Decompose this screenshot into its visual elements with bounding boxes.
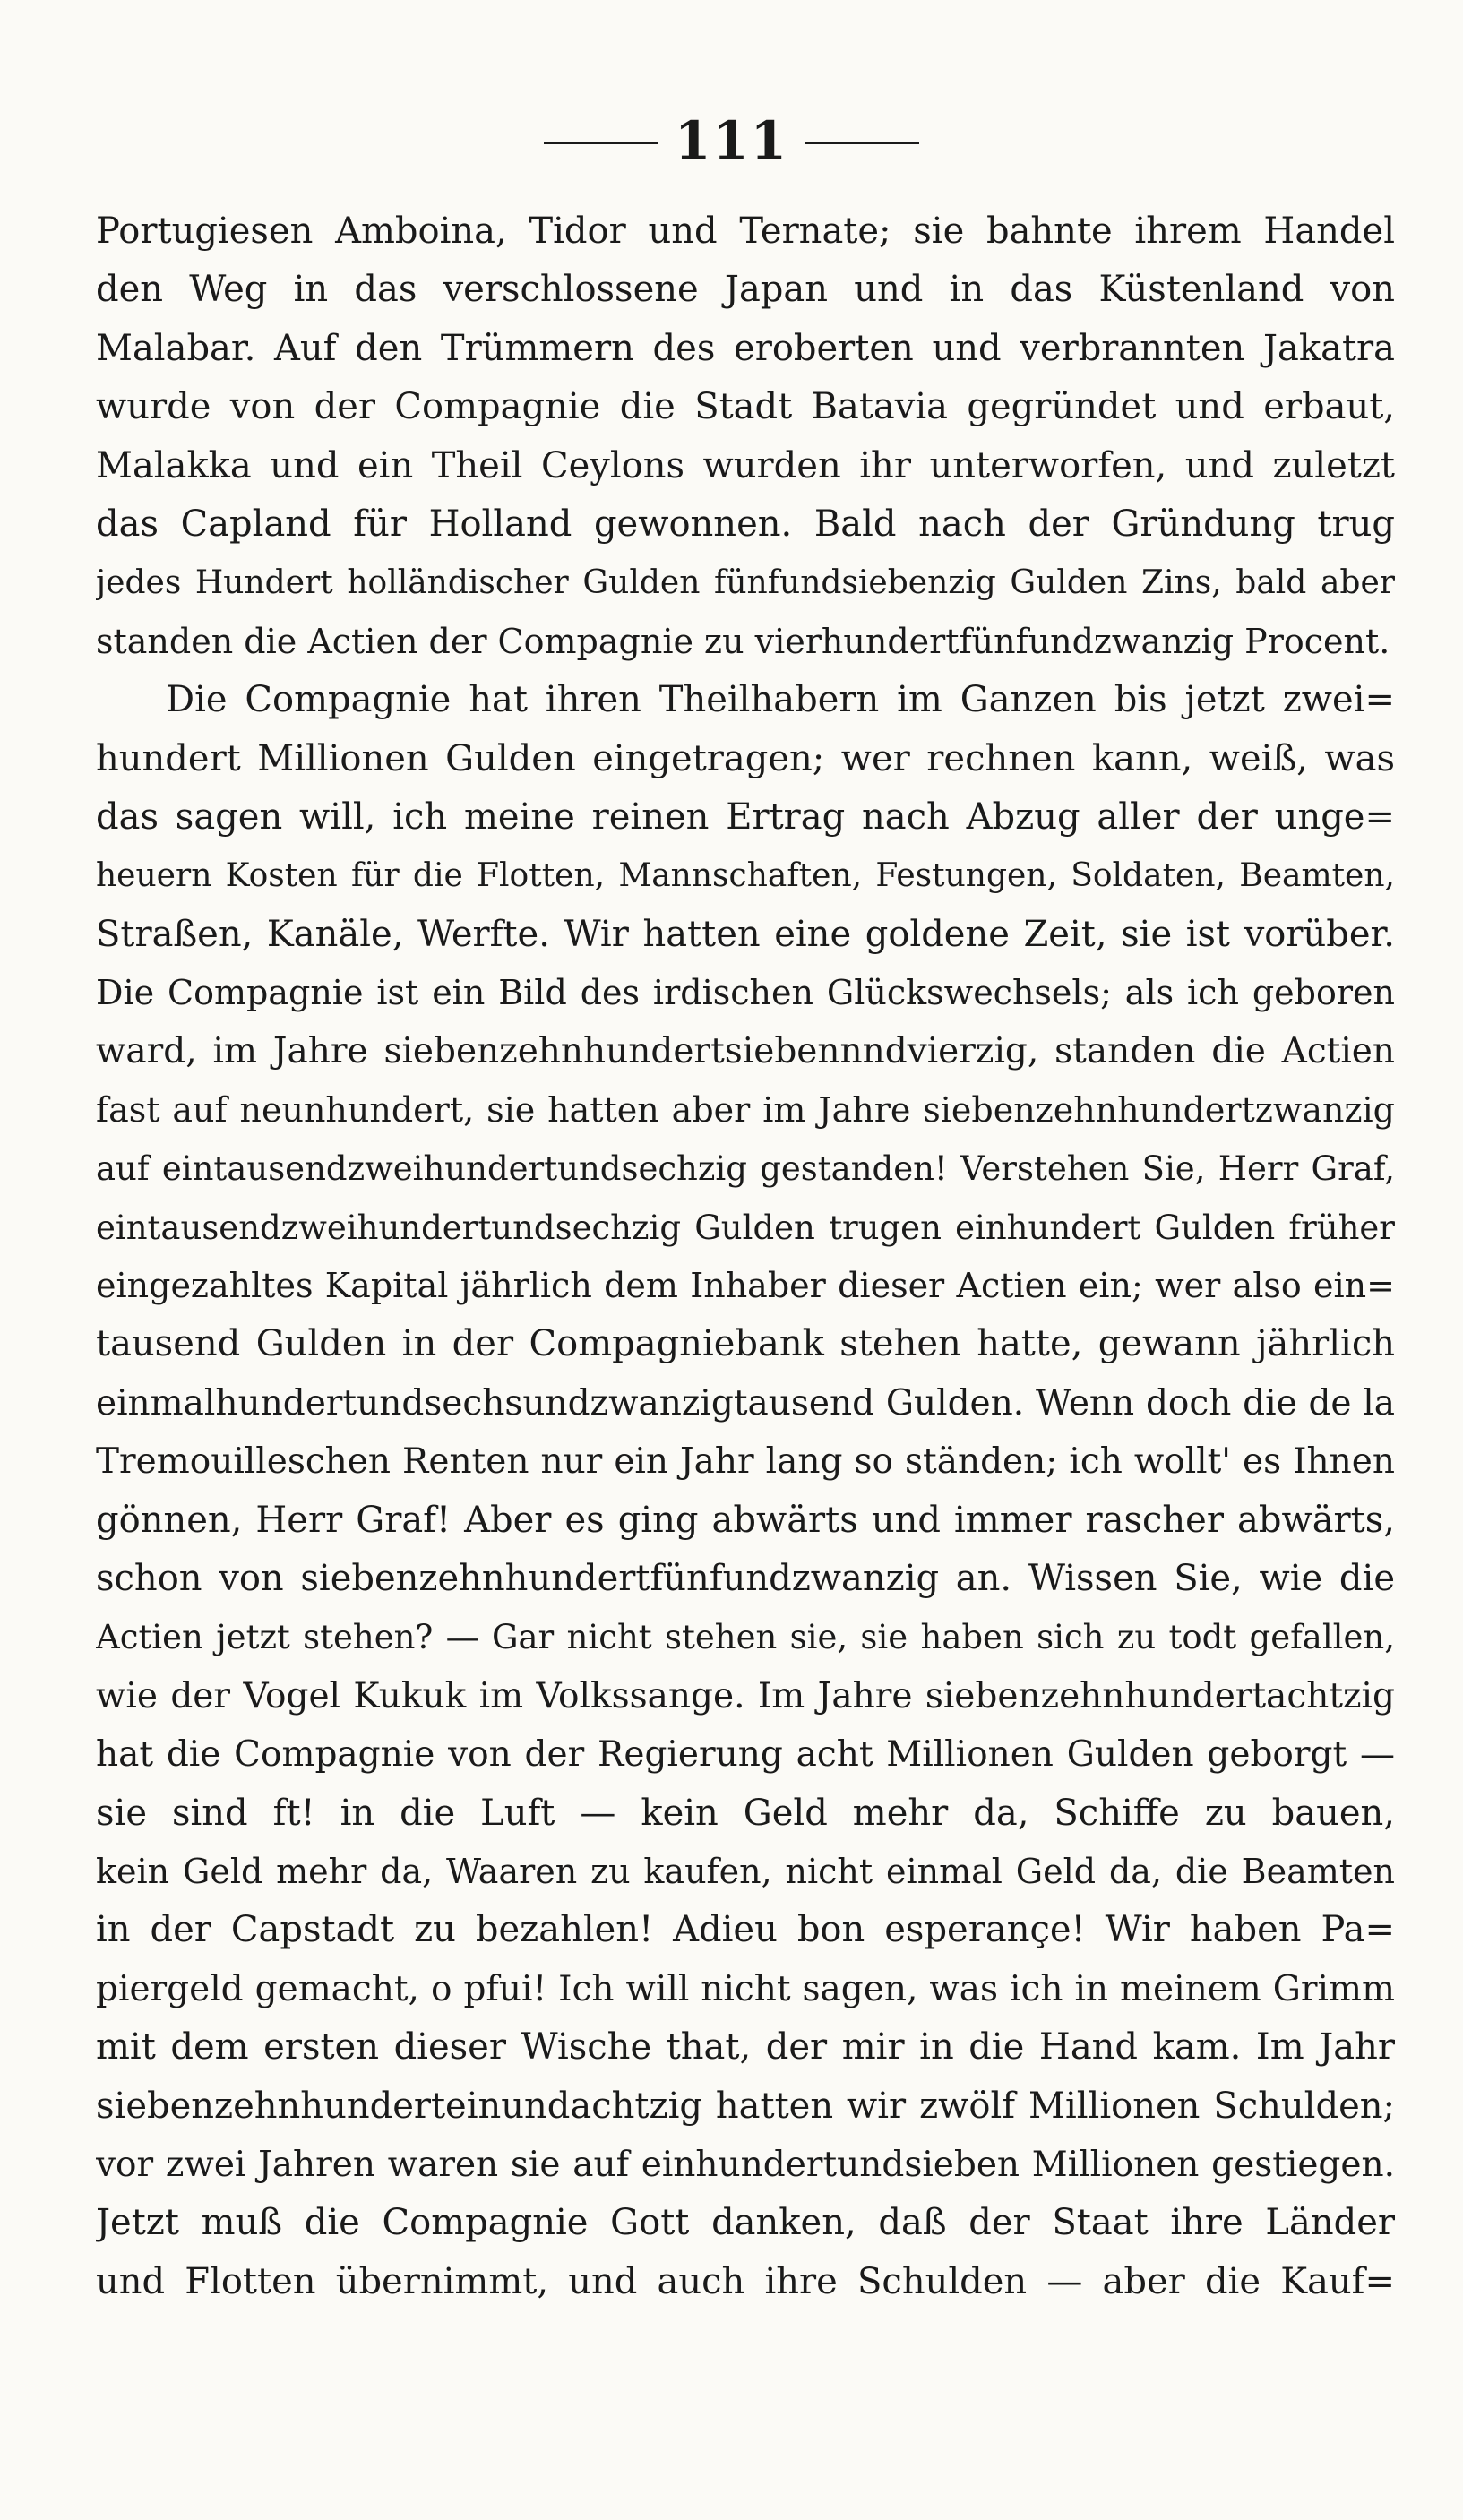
text-line: mit dem ersten dieser Wische that, der mir in die Hand kam. Im Jahr xyxy=(96,2026,1395,2068)
text-line: Die Compagnie ist ein Bild des irdischen Glückswechsels; als ich geboren xyxy=(96,973,1395,1013)
text-line: gönnen, Herr Graf! Aber es ging abwärts und immer rascher abwärts, xyxy=(96,1499,1395,1541)
text-line: Portugiesen Amboina, Tidor und Ternate; sie bahnte ihrem Handel xyxy=(96,211,1395,252)
text-line: Tremouilleschen Renten nur ein Jahr lang so ständen; ich wollt' es Ihnen xyxy=(96,1441,1395,1483)
text-line: schon von siebenzehnhundertfünfundzwanzig an. Wissen Sie, wie die xyxy=(96,1557,1395,1599)
text-line: auf eintausendzweihundertundsechzig gestanden! Verstehen Sie, Herr Graf, xyxy=(96,1149,1395,1189)
body-text xyxy=(96,202,1395,2311)
text-line: hundert Millionen Gulden eingetragen; wer rechnen kann, weiß, was xyxy=(96,737,1395,779)
text-line: sie sind ft! in die Luft — kein Geld mehr da, Schiffe zu bauen, xyxy=(96,1792,1395,1834)
text-line: heuern Kosten für die Flotten, Mannschaften, Festungen, Soldaten, Beamten, xyxy=(96,857,1395,895)
text-line: Die Compagnie hat ihren Theilhabern im Ganzen bis jetzt zwei= xyxy=(166,679,1395,721)
text-line: jedes Hundert holländischer Gulden fünfundsiebenzig Gulden Zins, bald aber xyxy=(96,564,1395,602)
text-line: Jetzt muß die Compagnie Gott danken, daß der Staat ihre Länder xyxy=(96,2202,1395,2244)
text-line: den Weg in das verschlossene Japan und in das Küstenland von xyxy=(96,269,1395,311)
text-line: wurde von der Compagnie die Stadt Batavia gegründet und erbaut, xyxy=(96,386,1395,428)
text-line: Actien jetzt stehen? — Gar nicht stehen sie, sie haben sich zu todt gefallen, xyxy=(96,1618,1395,1657)
text-line: eingezahltes Kapital jährlich dem Inhaber dieser Actien ein; wer also ein= xyxy=(96,1266,1395,1306)
text-line: Malakka und ein Theil Ceylons wurden ihr unterworfen, und zuletzt xyxy=(96,444,1395,486)
text-line: piergeld gemacht, o pfui! Ich will nicht sagen, was ich in meinem Grimm xyxy=(96,1968,1395,2009)
text-line: standen die Actien der Compagnie zu vierhundertfünfundzwanzig Procent. xyxy=(96,621,1390,661)
text-line: kein Geld mehr da, Waaren zu kaufen, nicht einmal Geld da, die Beamten xyxy=(96,1851,1395,1891)
text-line: siebenzehnhunderteinundachtzig hatten wir zwölf Millionen Schulden; xyxy=(96,2085,1395,2127)
page-header xyxy=(0,110,1463,171)
text-line: einmalhundertundsechsundzwanzigtausend Gulden. Wenn doch die de la xyxy=(96,1382,1395,1423)
text-line: das sagen will, ich meine reinen Ertrag nach Abzug aller der unge= xyxy=(96,796,1395,838)
header-rule-right xyxy=(805,142,919,144)
text-line: fast auf neunhundert, sie hatten aber im Jahre siebenzehnhundertzwanzig xyxy=(96,1089,1395,1130)
text-line: und Flotten übernimmt, und auch ihre Schulden — aber die Kauf= xyxy=(96,2260,1395,2302)
text-line: das Capland für Holland gewonnen. Bald nach der Gründung trug xyxy=(96,503,1395,545)
header-rule-left xyxy=(544,142,658,144)
text-line: ward, im Jahre siebenzehnhundertsiebennndvierzig, standen die Actien xyxy=(96,1031,1395,1072)
text-line: wie der Vogel Kukuk im Volkssange. Im Jahre siebenzehnhundertachtzig xyxy=(96,1675,1395,1716)
text-line: eintausendzweihundertundsechzig Gulden trugen einhundert Gulden früher xyxy=(96,1208,1395,1247)
page-number: 111 xyxy=(674,110,789,171)
text-line: vor zwei Jahren waren sie auf einhundertundsieben Millionen gestiegen. xyxy=(96,2144,1395,2185)
text-line: Malabar. Auf den Trümmern des eroberten und verbrannten Jakatra xyxy=(96,327,1395,369)
text-line: tausend Gulden in der Compagniebank stehen hatte, gewann jährlich xyxy=(96,1323,1395,1365)
text-line: in der Capstadt zu bezahlen! Adieu bon esperançe! Wir haben Pa= xyxy=(96,1909,1395,1951)
text-line: hat die Compagnie von der Regierung acht Millionen Gulden geborgt — xyxy=(96,1734,1395,1776)
text-line: Straßen, Kanäle, Werfte. Wir hatten eine goldene Zeit, sie ist vorüber. xyxy=(96,913,1395,955)
